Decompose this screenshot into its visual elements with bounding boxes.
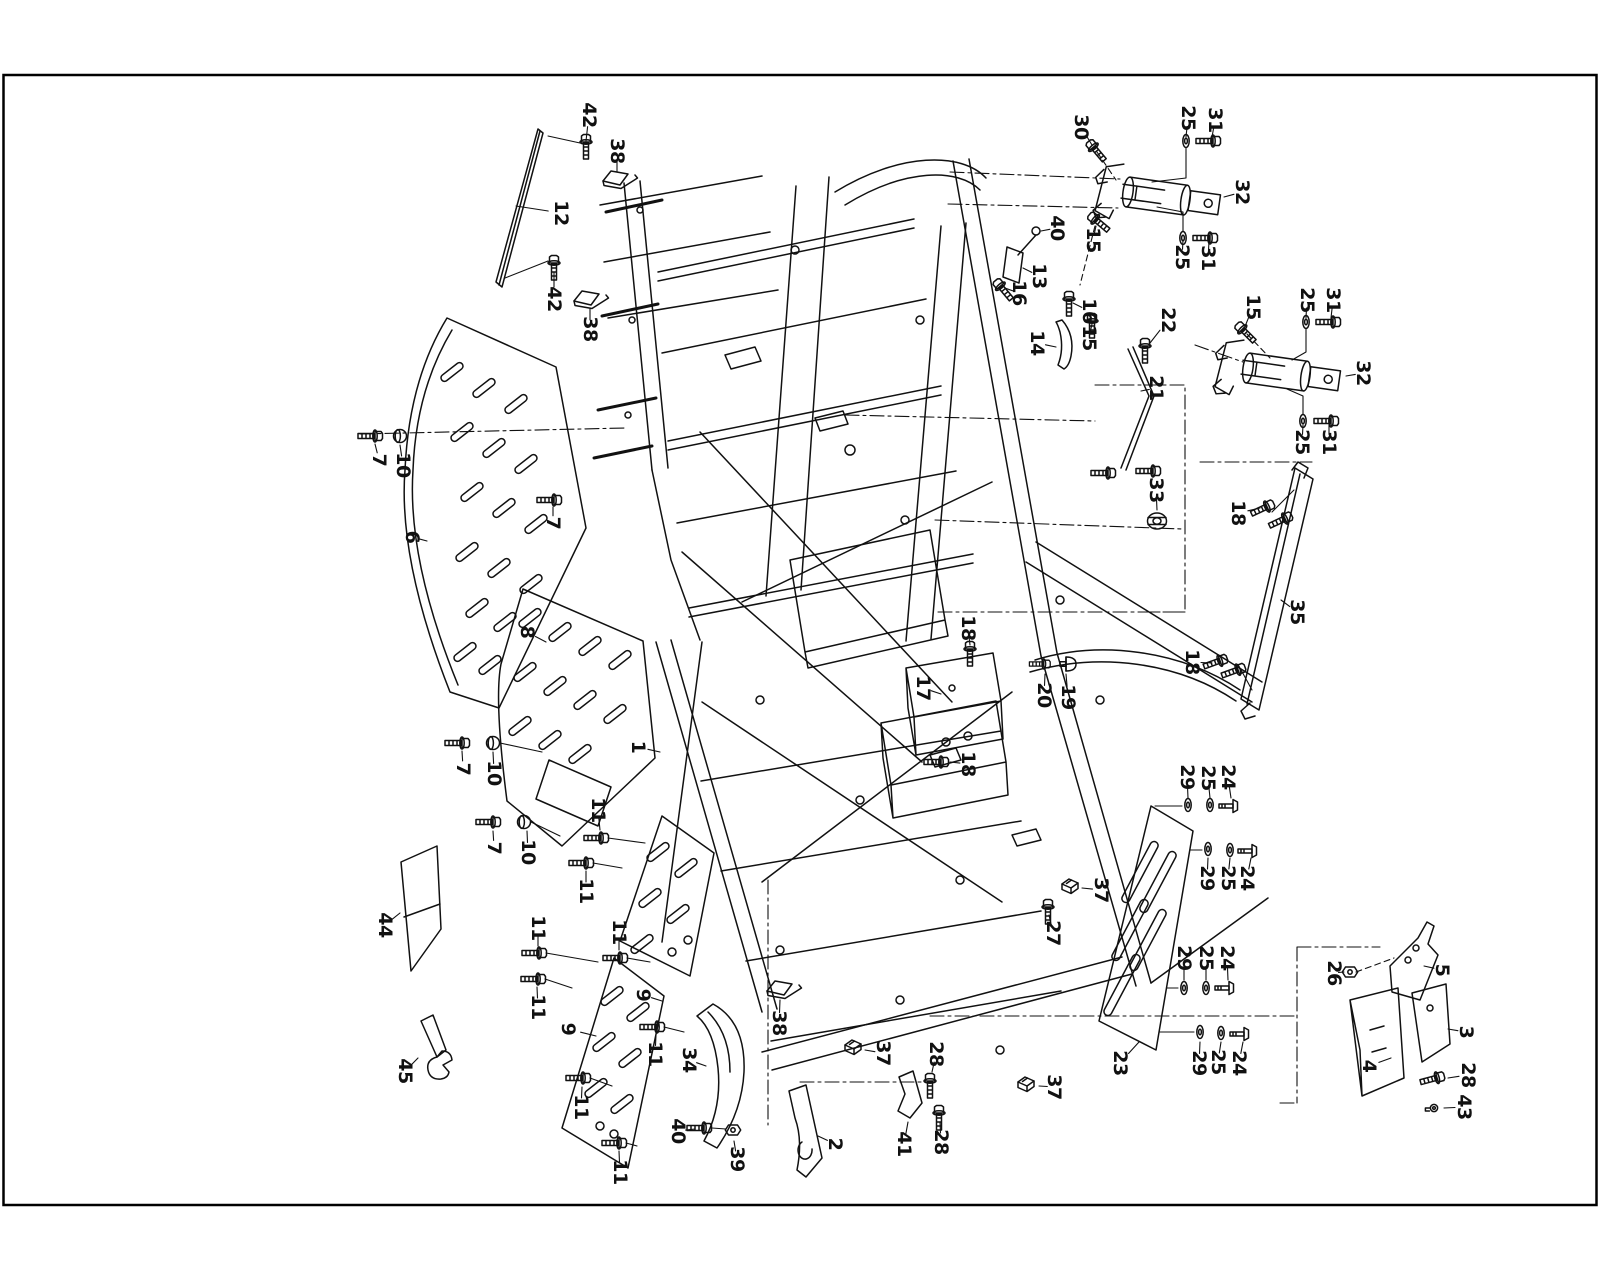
part-label-11: 11 (570, 1094, 592, 1120)
part-label-5: 5 (1431, 963, 1453, 977)
dashed-lines (1080, 152, 1394, 972)
leader-line (375, 444, 377, 453)
part-label-29: 29 (1196, 865, 1218, 891)
part-label-37: 37 (872, 1040, 894, 1066)
part-label-7: 7 (483, 841, 505, 855)
part-label-41: 41 (893, 1131, 915, 1157)
part-label-25: 25 (1171, 244, 1193, 270)
part-label-31: 31 (1197, 245, 1219, 271)
rack-plate-6 (404, 318, 586, 708)
part-label-43: 43 (1453, 1094, 1475, 1120)
part-label-9: 9 (632, 988, 654, 1002)
part-label-11: 11 (575, 878, 597, 904)
part-label-38: 38 (579, 316, 601, 342)
part-label-15: 15 (1242, 294, 1264, 320)
part-label-16: 16 (1008, 280, 1030, 306)
plate-4 (1350, 988, 1404, 1096)
part-label-42: 42 (578, 102, 600, 128)
part-label-18: 18 (1227, 500, 1249, 526)
part-label-10: 10 (392, 452, 414, 478)
strip-12 (496, 129, 543, 287)
bracket-2 (789, 1085, 822, 1177)
centerlines (360, 172, 1380, 1125)
part-label-11: 11 (609, 1159, 631, 1185)
part-label-24: 24 (1217, 764, 1239, 790)
part-label-24: 24 (1216, 945, 1238, 971)
part-label-39: 39 (726, 1146, 748, 1172)
part-label-35: 35 (1286, 599, 1308, 625)
part-label-23: 23 (1109, 1050, 1131, 1076)
part-label-32: 32 (1352, 360, 1374, 386)
foot-plate-9-upper (620, 816, 714, 976)
part-label-2: 2 (824, 1137, 846, 1151)
part-label-18: 18 (957, 615, 979, 641)
part-label-3: 3 (1455, 1025, 1477, 1039)
part-label-6: 6 (401, 530, 423, 544)
hitch-32-lower (1210, 337, 1343, 411)
leader-line (462, 751, 463, 761)
part-label-11: 11 (587, 797, 609, 823)
frame-artwork (358, 127, 1459, 1178)
part-label-8: 8 (516, 625, 538, 639)
part-label-34: 34 (678, 1047, 700, 1073)
part-label-40: 40 (1046, 215, 1068, 241)
part-label-7: 7 (452, 762, 474, 776)
part-label-11: 11 (527, 994, 549, 1020)
part-label-38: 38 (768, 1010, 790, 1036)
part-label-25: 25 (1197, 765, 1219, 791)
part-label-42: 42 (543, 286, 565, 312)
part-label-28: 28 (925, 1041, 947, 1067)
part-labels (368, 102, 1479, 1184)
part-label-37: 37 (1043, 1074, 1065, 1100)
strip-14 (1056, 320, 1072, 369)
part-label-19: 19 (1057, 684, 1079, 710)
part-label-30: 30 (1070, 114, 1092, 140)
part-label-11: 11 (608, 919, 630, 945)
part-label-15: 15 (1078, 325, 1100, 351)
part-label-25: 25 (1291, 429, 1313, 455)
part-label-24: 24 (1236, 865, 1258, 891)
part-label-29: 29 (1173, 945, 1195, 971)
part-label-10: 10 (517, 839, 539, 865)
part-label-31: 31 (1318, 429, 1340, 455)
leader-line (516, 206, 548, 211)
part-label-29: 29 (1188, 1050, 1210, 1076)
part-label-45: 45 (394, 1058, 416, 1084)
part-label-14: 14 (1026, 330, 1048, 356)
bracket-41 (898, 1071, 922, 1118)
part-label-16: 16 (1078, 298, 1100, 324)
part-label-29: 29 (1176, 764, 1198, 790)
rod-21 (1121, 347, 1154, 470)
part-label-13: 13 (1028, 263, 1050, 289)
part-label-18: 18 (1181, 649, 1203, 675)
part-label-18: 18 (957, 751, 979, 777)
support-bar-35 (1241, 462, 1313, 719)
part-label-20: 20 (1033, 682, 1055, 708)
part-label-31: 31 (1322, 287, 1344, 313)
part-label-25: 25 (1177, 105, 1199, 131)
part-label-31: 31 (1204, 107, 1226, 133)
part-label-28: 28 (930, 1129, 952, 1155)
part-label-25: 25 (1217, 865, 1239, 891)
battery-bracket-17 (881, 653, 1008, 818)
side-plate-23 (1099, 806, 1193, 1050)
part-label-25: 25 (1195, 945, 1217, 971)
part-label-11: 11 (644, 1041, 666, 1067)
part-label-40: 40 (667, 1118, 689, 1144)
part-label-15: 15 (1082, 227, 1104, 253)
part-label-21: 21 (1145, 375, 1167, 401)
part-label-11: 11 (527, 915, 549, 941)
part-label-17: 17 (912, 675, 934, 701)
part-label-28: 28 (1457, 1062, 1479, 1088)
part-label-4: 4 (1358, 1059, 1380, 1073)
part-label-44: 44 (374, 912, 396, 938)
part-label-22: 22 (1157, 307, 1179, 333)
part-label-33: 33 (1145, 477, 1167, 503)
part-label-9: 9 (557, 1022, 579, 1036)
part-label-37: 37 (1090, 877, 1112, 903)
part-label-27: 27 (1042, 920, 1064, 946)
main-frame (594, 159, 1268, 1070)
part-label-25: 25 (1207, 1049, 1229, 1075)
part-label-26: 26 (1323, 960, 1345, 986)
part-label-38: 38 (606, 138, 628, 164)
mud-flap-44 (401, 846, 441, 971)
part-label-24: 24 (1228, 1050, 1250, 1076)
part-label-32: 32 (1231, 179, 1253, 205)
part-label-7: 7 (368, 453, 390, 467)
leader-line (493, 831, 494, 840)
part-label-12: 12 (550, 200, 572, 226)
part-label-25: 25 (1296, 287, 1318, 313)
leader-line (581, 1032, 596, 1036)
plate-3 (1412, 984, 1450, 1062)
wrench-45 (421, 1015, 452, 1079)
part-label-10: 10 (483, 760, 505, 786)
part-label-7: 7 (542, 516, 564, 530)
part-label-1: 1 (627, 740, 649, 754)
